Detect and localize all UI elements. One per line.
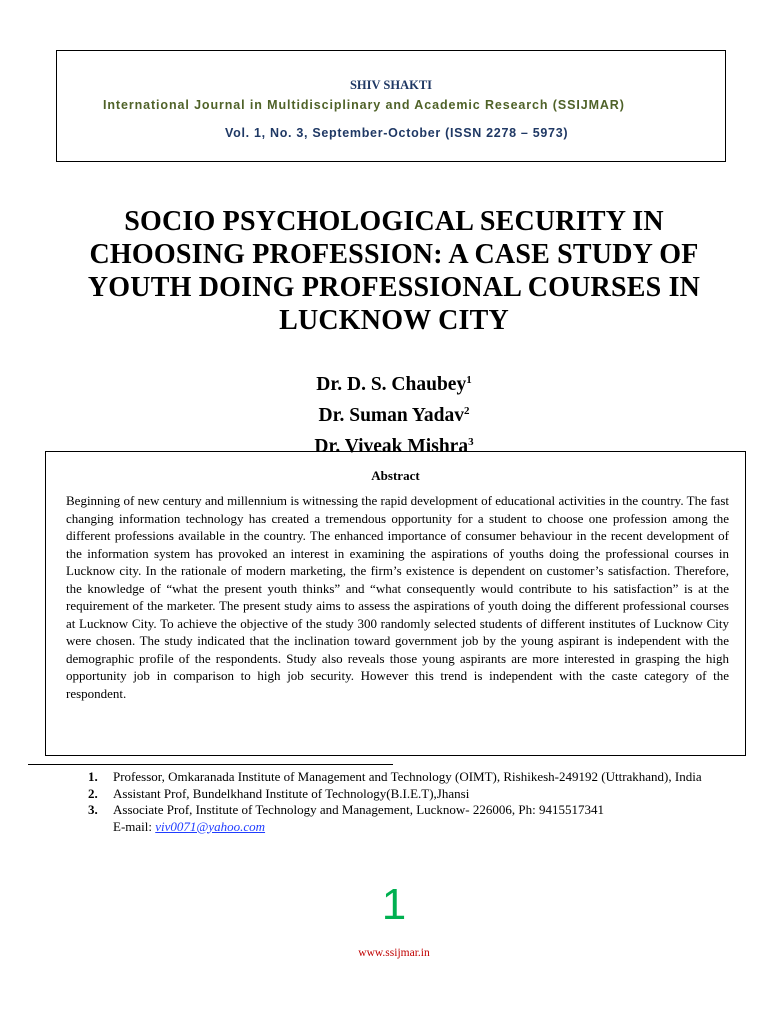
journal-title: International Journal in Multidisciplinary and Academic Research (SSIJMAR) — [103, 98, 625, 112]
journal-header-box — [56, 50, 726, 162]
footnote-text: Associate Prof, Institute of Technology and Management, Lucknow- 226006, Ph: 9415517341 — [113, 802, 604, 817]
footnote-text: Assistant Prof, Bundelkhand Institute of Technology(B.I.E.T),Jhansi — [113, 785, 470, 801]
paper-title-line: LUCKNOW CITY — [279, 305, 509, 336]
paper-title-line: YOUTH DOING PROFESSIONAL COURSES IN — [87, 272, 701, 303]
abstract-text: Beginning of new century and millennium is witnessing the rapid development of educational activities in the country. The fast changing information technology has created a tremendous opportunity for a student to choose one profession among the different professions available in the country. The enhanced importance of consumer behaviour in the recent development of the information system has provoked an interest in examining the aspirations of youths doing the professional courses in Lucknow city. In the rationale of modern marketing, the firm’s existence is dependent on customer’s satisfaction. Therefore, the knowledge of “what the present youth thinks” and “what consequently would contribute to his satisfaction” is at the requirement of the marketer. The present study aims to assess the aspirations of youth doing the different professional courses at Lucknow City. To achieve the objective of the study 300 randomly selected students of different institutes of Lucknow City were chosen. The study indicated that the inclination toward government job by the young aspirant is independent with the demographic profile of the respondents. Study also reveals those young aspirants are more interested in grasping the high opportunity job in comparison to high job security. However this trend is independent with the caste category of the respondent. — [66, 493, 729, 701]
footnote — [88, 802, 728, 835]
abstract-box — [45, 451, 746, 756]
paper-title-line: SOCIO PSYCHOLOGICAL SECURITY IN — [124, 206, 664, 237]
author-name: Dr. D. S. Chaubey — [316, 374, 467, 395]
author-affiliation-marker: 2 — [463, 405, 470, 417]
footnote — [88, 786, 728, 803]
email-label: E-mail: — [113, 818, 156, 834]
footnote-divider — [28, 764, 393, 765]
journal-issue-line: Vol. 1, No. 3, September-October (ISSN 2278 – 5973) — [225, 126, 569, 140]
footnotes — [88, 769, 728, 835]
author-name: Dr. Viveak Mishra — [314, 436, 469, 457]
footnote — [88, 769, 728, 786]
email-link[interactable]: viv0071@yahoo.com — [155, 818, 266, 834]
author-list — [0, 367, 768, 460]
footnote-number: 2. — [88, 785, 98, 801]
author-affiliation-marker: 3 — [468, 436, 474, 448]
paper-title — [40, 205, 748, 337]
website-url[interactable]: www.ssijmar.in — [358, 947, 430, 959]
author — [0, 398, 768, 429]
paper-title-line: CHOOSING PROFESSION: A CASE STUDY OF — [89, 239, 699, 270]
footnote-number: 1. — [88, 769, 98, 784]
author — [0, 367, 768, 398]
author-name: Dr. Suman Yadav — [318, 405, 464, 426]
journal-name: SHIV SHAKTI — [349, 78, 433, 92]
footnote-number: 3. — [88, 802, 98, 817]
footnote-text: Professor, Omkaranada Institute of Management and Technology (OIMT), Rishikesh-249192 (Uttrakhand), India — [113, 769, 702, 784]
abstract-heading: Abstract — [371, 468, 420, 483]
author-affiliation-marker: 1 — [466, 374, 472, 386]
page-number: 1 — [381, 880, 407, 929]
